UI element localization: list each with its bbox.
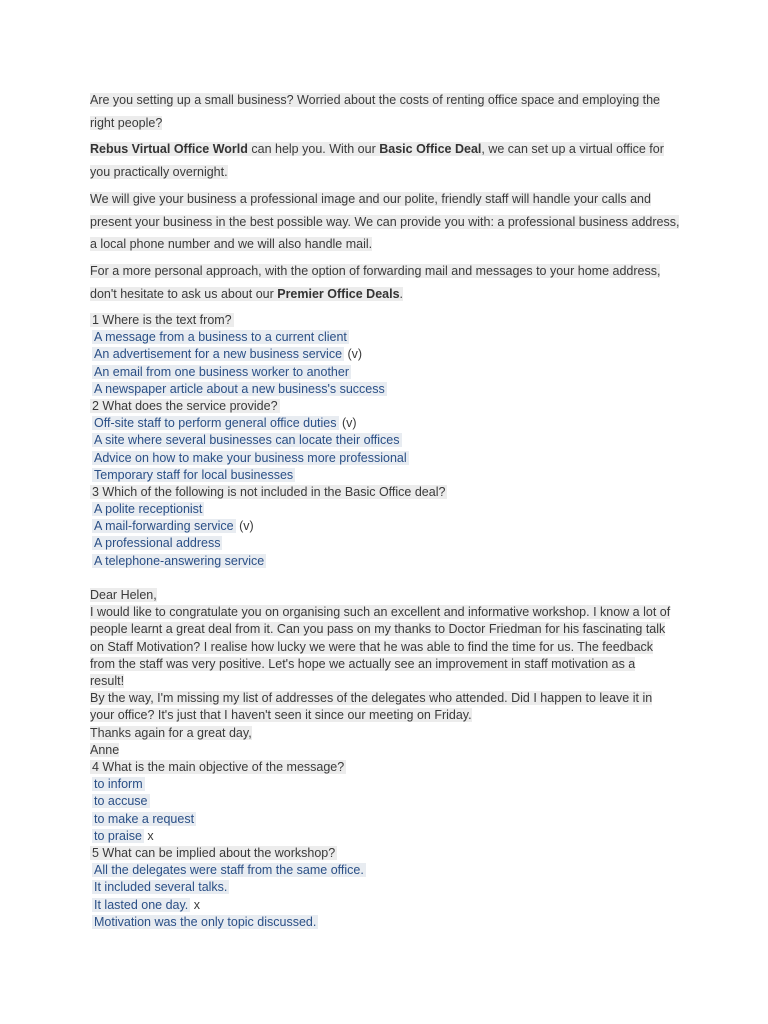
intro-paragraph-3: [90, 188, 680, 256]
question-group-1: [90, 312, 680, 570]
letter-line: on Staff Motivation? I realise how lucky we were that he was able to find the time for us. The feedback: [90, 639, 654, 654]
deal-name: Basic Office Deal: [379, 142, 482, 156]
letter-line: people learnt a great deal from it. Can you pass on my thanks to Doctor Friedman for his fascinating talk: [90, 622, 666, 637]
answer-option[interactable]: [90, 346, 680, 363]
letter-line: result!: [90, 673, 125, 688]
answer-option[interactable]: [90, 553, 680, 570]
answer-option[interactable]: [90, 329, 680, 346]
letter-line: your office? It's just that I haven't seen it since our meeting on Friday.: [90, 708, 472, 723]
question-stem: 2 What does the service provide?: [92, 398, 278, 413]
answer-option[interactable]: [90, 518, 680, 535]
intro-p4-end: .: [399, 286, 404, 301]
answer-option-text: An advertisement for a new business service: [94, 347, 343, 362]
letter-line: I would like to congratulate you on organising such an excellent and informative workshop. I know a lot of: [90, 605, 671, 620]
question-stem: 5 What can be implied about the workshop?: [92, 845, 336, 860]
answer-mark: (v): [235, 519, 254, 534]
answer-option[interactable]: [90, 828, 680, 845]
intro-p3-text: We will give your business a professional image and our polite, friendly staff will handle your calls and present your business in the best possible way. We can provide you with: a professional business address, a local phone number and we will also handle mail.: [90, 192, 680, 251]
answer-option[interactable]: [90, 467, 680, 484]
intro-p2-mid: can help you. With our: [247, 142, 380, 156]
answer-option[interactable]: [90, 450, 680, 467]
answer-option-text: to inform: [94, 777, 143, 792]
letter-line: from the staff was very positive. Let's hope we actually see an improvement in staff motivation as a: [90, 656, 636, 671]
answer-option-text: Off-site staff to perform general office duties: [94, 416, 337, 431]
answer-option-text: All the delegates were staff from the same office.: [94, 863, 364, 878]
letter-closing: Thanks again for a great day,: [90, 725, 252, 740]
answer-option[interactable]: [90, 776, 680, 793]
intro-p2-end: , we can set up a virtual office for you practically overnight.: [90, 142, 664, 179]
answer-option-text: A site where several businesses can locate their offices: [94, 433, 400, 448]
intro-paragraph-2: [90, 138, 680, 183]
answer-option-text: An email from one business worker to another: [94, 364, 349, 379]
answer-option[interactable]: [90, 501, 680, 518]
letter-signature: Anne: [90, 742, 120, 757]
answer-option-text: to praise: [94, 828, 142, 843]
answer-option[interactable]: [90, 879, 680, 896]
premier-deal-name: Premier Office Deals: [277, 286, 400, 301]
letter-line: By the way, I'm missing my list of addresses of the delegates who attended. Did I happen to leave it in: [90, 691, 653, 706]
answer-mark: x: [190, 897, 201, 912]
question-stem: 4 What is the main objective of the message?: [92, 760, 345, 774]
question-stem: 3 Which of the following is not included in the Basic Office deal?: [92, 484, 446, 499]
answer-option-text: Temporary staff for local businesses: [94, 467, 294, 482]
answer-option-text: to make a request: [94, 811, 195, 826]
answer-option[interactable]: [90, 793, 680, 810]
answer-option-text: A professional address: [94, 536, 221, 551]
company-name: Rebus Virtual Office World: [90, 142, 248, 156]
letter: [90, 587, 690, 759]
intro-paragraph-1: [90, 89, 680, 134]
question-group-2: [90, 759, 680, 931]
answer-option-text: A polite receptionist: [94, 502, 203, 517]
answer-option[interactable]: [90, 364, 680, 381]
answer-option-text: Motivation was the only topic discussed.: [94, 914, 317, 929]
answer-mark: x: [143, 828, 154, 843]
answer-option[interactable]: [90, 535, 680, 552]
intro-p1-text: Are you setting up a small business? Worried about the costs of renting office space and employing the right people?: [90, 93, 661, 130]
letter-salutation: Dear Helen,: [90, 588, 157, 602]
answer-option-text: A message from a business to a current client: [94, 330, 347, 345]
answer-option-text: A mail-forwarding service: [94, 519, 234, 534]
answer-option[interactable]: [90, 862, 680, 879]
answer-option[interactable]: [90, 811, 680, 828]
answer-option-text: A telephone-answering service: [94, 553, 265, 568]
answer-option-text: It lasted one day.: [94, 897, 189, 912]
answer-option-text: A newspaper article about a new business's success: [94, 381, 385, 396]
answer-option[interactable]: [90, 381, 680, 398]
answer-option-text: Advice on how to make your business more professional: [94, 450, 407, 465]
intro-paragraph-4: [90, 260, 680, 305]
answer-option-text: It included several talks.: [94, 880, 228, 895]
answer-option[interactable]: [90, 415, 680, 432]
answer-option[interactable]: [90, 432, 680, 449]
answer-option-text: to accuse: [94, 794, 148, 809]
answer-option[interactable]: [90, 914, 680, 931]
intro-p4-start: For a more personal approach, with the option of forwarding mail and messages to your home address, don't hesitate to ask us about our: [90, 264, 661, 301]
answer-mark: (v): [338, 416, 357, 431]
answer-mark: (v): [344, 347, 363, 362]
answer-option[interactable]: [90, 897, 680, 914]
question-stem: 1 Where is the text from?: [92, 313, 232, 327]
